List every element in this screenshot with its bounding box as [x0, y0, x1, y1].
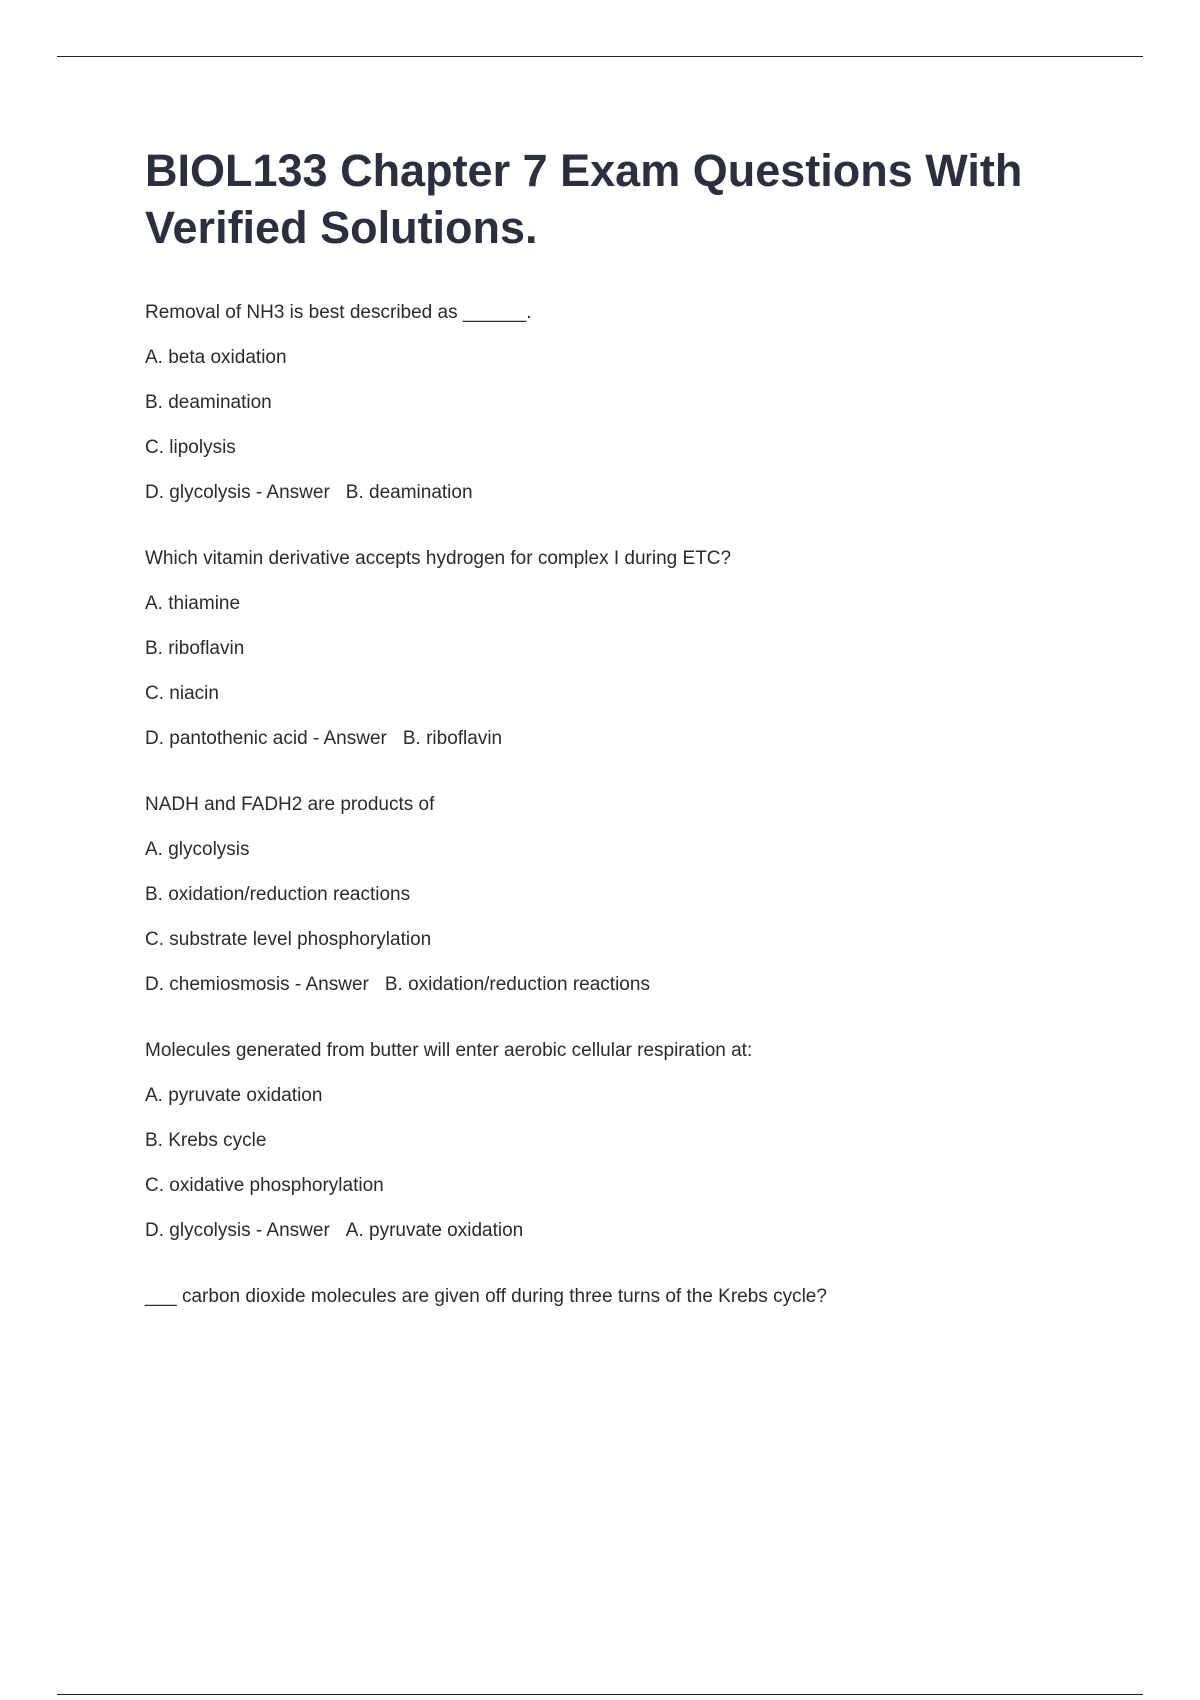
answer-option: A. glycolysis — [145, 839, 250, 860]
answer-line — [145, 728, 1105, 750]
correct-answer: B. deamination — [345, 482, 473, 503]
correct-answer: A. pyruvate oxidation — [345, 1220, 524, 1241]
answer-option: A. beta oxidation — [145, 347, 287, 368]
question-list — [145, 302, 1105, 1352]
answer-option: C. lipolysis — [145, 437, 236, 458]
question-prompt: NADH and FADH2 are products of — [145, 794, 435, 815]
answer-option: B. deamination — [145, 392, 272, 413]
document-title: BIOL133 Chapter 7 Exam Questions With Verified Solutions. — [145, 145, 1023, 253]
answer-option: C. niacin — [145, 683, 219, 704]
answer-line — [145, 1220, 1105, 1242]
question-2 — [145, 548, 1105, 750]
top-divider — [57, 56, 1143, 57]
question-1 — [145, 302, 1105, 504]
question-prompt: Removal of NH3 is best described as ______. — [145, 302, 532, 323]
answer-option: B. riboflavin — [145, 638, 245, 659]
correct-answer: B. oxidation/reduction reactions — [384, 974, 650, 995]
answer-option: A. thiamine — [145, 593, 241, 614]
last-option: D. pantothenic acid - Answer — [145, 728, 387, 749]
answer-line — [145, 482, 1105, 504]
bottom-divider — [57, 1694, 1143, 1695]
question-4 — [145, 1040, 1105, 1242]
question-5 — [145, 1286, 1105, 1308]
question-prompt: Molecules generated from butter will enter aerobic cellular respiration at: — [145, 1040, 753, 1061]
last-option: D. chemiosmosis - Answer — [145, 974, 369, 995]
answer-option: B. Krebs cycle — [145, 1130, 267, 1151]
answer-option: C. oxidative phosphorylation — [145, 1175, 384, 1196]
answer-option: B. oxidation/reduction reactions — [145, 884, 411, 905]
question-3 — [145, 794, 1105, 996]
answer-line — [145, 974, 1105, 996]
correct-answer: B. riboflavin — [402, 728, 503, 749]
last-option: D. glycolysis - Answer — [145, 1220, 330, 1241]
question-prompt: ___ carbon dioxide molecules are given off during three turns of the Krebs cycle? — [145, 1286, 827, 1307]
answer-option: A. pyruvate oxidation — [145, 1085, 323, 1106]
last-option: D. glycolysis - Answer — [145, 482, 330, 503]
answer-option: C. substrate level phosphorylation — [145, 929, 432, 950]
question-prompt: Which vitamin derivative accepts hydrogen for complex I during ETC? — [145, 548, 732, 569]
